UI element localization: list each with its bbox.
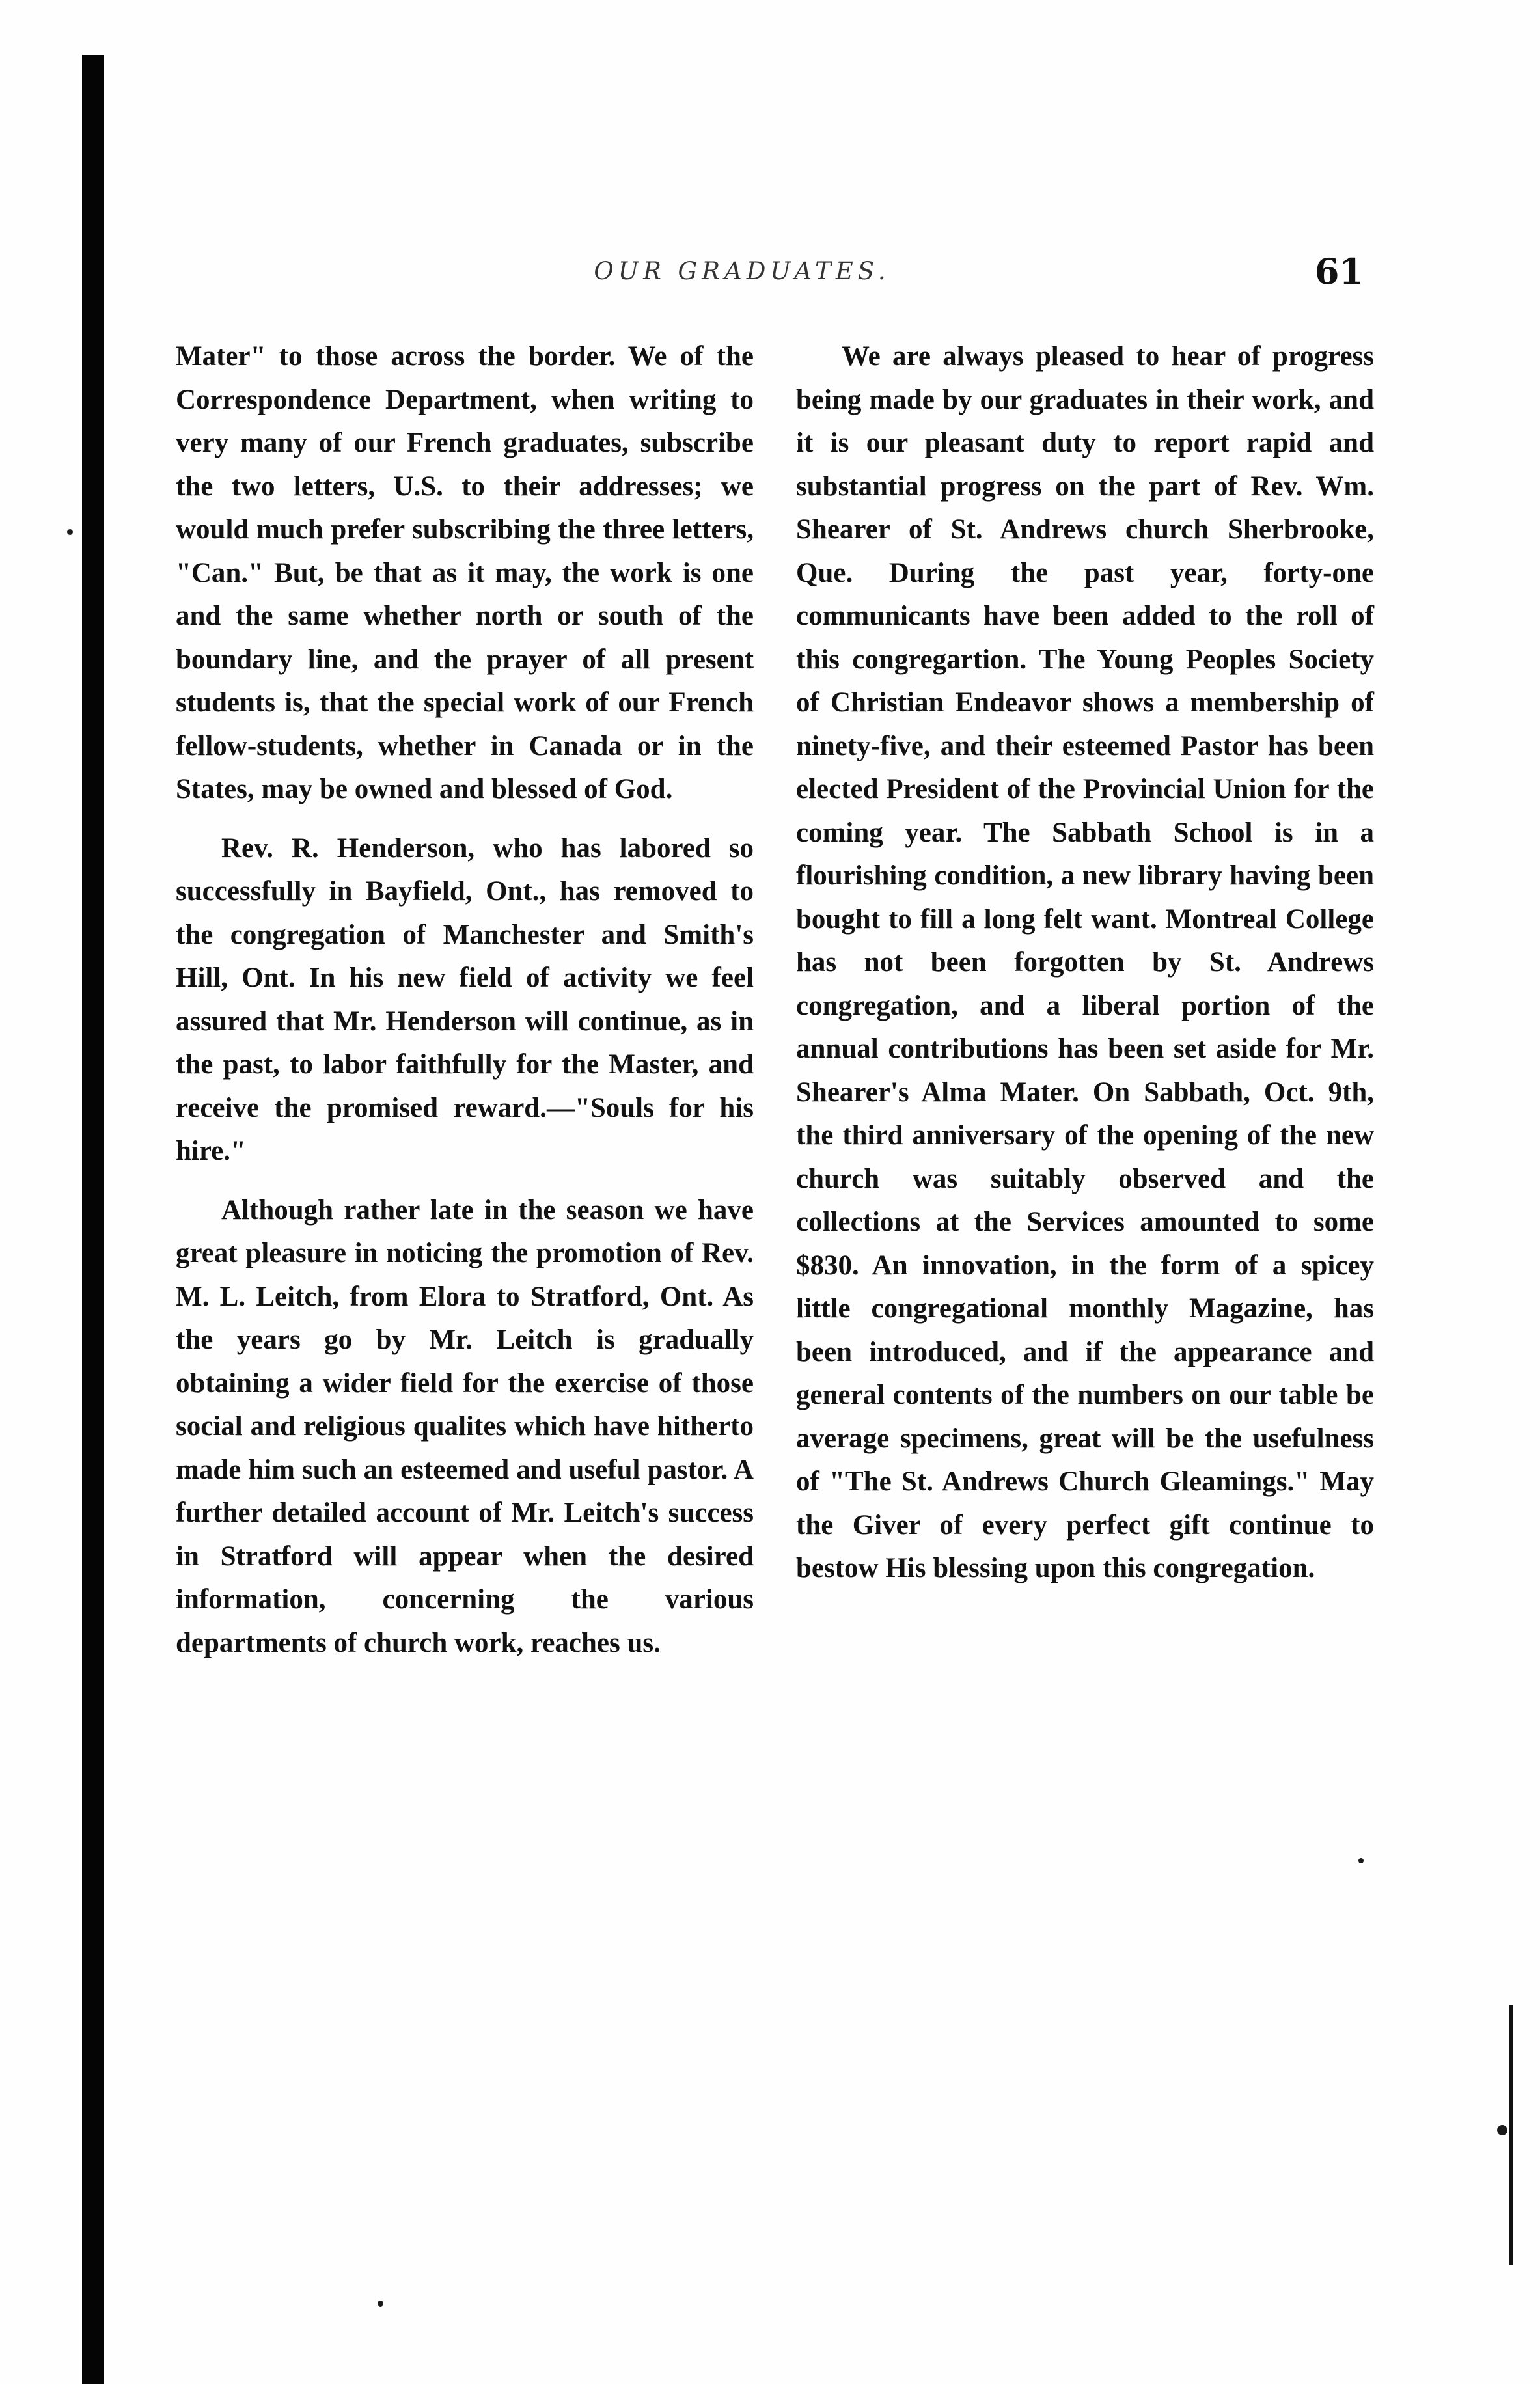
paragraph-french-graduates: Mater" to those across the border. We of the Correspondence Department, when writing to very many of our French graduates, subscribe the two letters, U.S. to their addresses; we would much prefer subscribing the three letters, "Can." But, be that as it may, the work is one and the same whether north or south of the boundary line, and the prayer of all present students is, that the special work of our French fellow-students, whether in Canada or in the States, may be owned and blessed of God.: [176, 341, 754, 804]
margin-mark: [1509, 2005, 1513, 2265]
scan-speck: [378, 2301, 383, 2307]
paragraph-leitch: Although rather late in the season we have great pleasure in noticing the promotion of Rev. M. L. Leitch, from Elora to Stratford, Ont. As the years go by Mr. Leitch is gradually obtaining a wider field for the exercise of those social and religious qualites which have hitherto made him such an esteemed and useful pastor. A further detailed account of Mr. Leitch's success in Stratford will appear when the desired information, concerning the various departments of church work, reaches us.: [176, 1194, 754, 1658]
paragraph-shearer: We are always pleased to hear of progress being made by our graduates in their work, and it is our pleasant duty to report rapid and substantial progress on the part of Rev. Wm. Shearer of St. Andrews church Sherbrooke, Que. During the past year, forty-one communicants have been added to the roll of this congregartion. The Young Peoples Society of Christian Endeavor shows a membership of ninety-five, and their esteemed Pastor has been elected President of the Provincial Union for the coming year. The Sabbath School is in a flourishing condition, a new library having been bought to fill a long felt want. Montreal College has not been forgotten by St. Andrews congregation, and a liberal portion of the annual contributions has been set aside for Mr. Shearer's Alma Mater. On Sabbath, Oct. 9th, the third anniversary of the opening of the new church was suitably observed and the collections at the Services amounted to some $830. An innovation, in the form of a spicey little congregational monthly Magazine, has been introduced, and if the appearance and general contents of the numbers on our table be average specimens, great will be the usefulness of "The St. Andrews Church Gleamings." May the Giver of every perfect gift continue to bestow His blessing upon this congregation.: [796, 341, 1374, 1583]
scan-speck: [1497, 2125, 1507, 2135]
paragraph-henderson: Rev. R. Henderson, who has labored so successfully in Bayfield, Ont., has removed to the congregation of Manchester and Smith's Hill, Ont. In his new field of activity we feel assured that Mr. Henderson will continue, as in the past, to labor faithfully for the Master, and receive the promised reward.—"Souls for his hire.": [176, 832, 754, 1166]
page-number: 61: [1314, 251, 1364, 292]
scan-speck: [67, 529, 73, 535]
right-column: [796, 335, 1374, 1591]
left-column: [176, 335, 754, 1665]
running-title: OUR GRADUATES.: [594, 257, 890, 285]
scan-speck: [1358, 1858, 1364, 1863]
binding-shadow: [82, 55, 104, 2384]
